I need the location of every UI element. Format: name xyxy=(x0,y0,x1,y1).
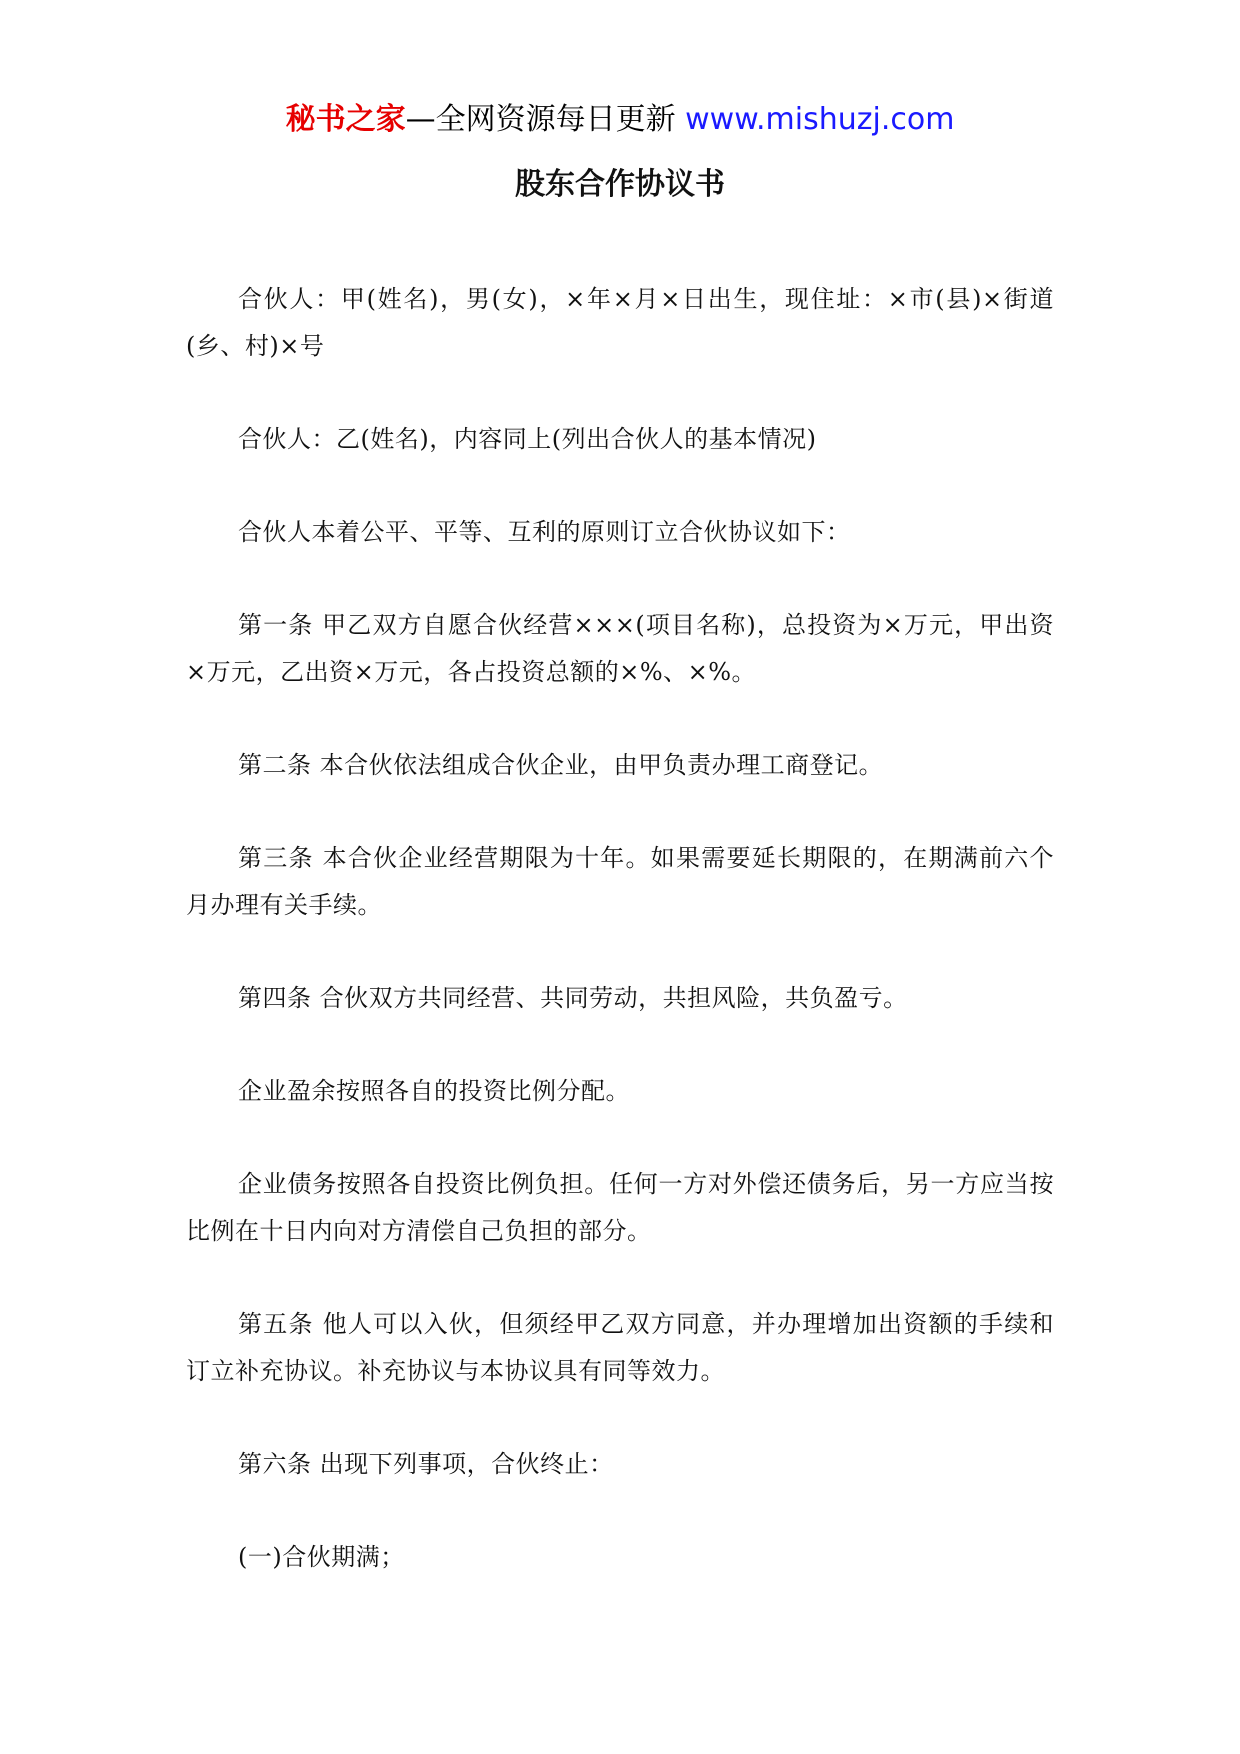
site-header xyxy=(0,100,1240,140)
paragraph-article-3: 第三条 本合伙企业经营期限为十年。如果需要延长期限的，在期满前六个月办理有关手续。 xyxy=(186,844,1054,919)
paragraph-article-1: 第一条 甲乙双方自愿合伙经营×××(项目名称)，总投资为×万元，甲出资×万元，乙出资×万元，各占投资总额的×%、×%。 xyxy=(186,611,1054,686)
paragraph-article-4: 第四条 合伙双方共同经营、共同劳动，共担风险，共负盈亏。 xyxy=(238,984,908,1012)
paragraph-article-2: 第二条 本合伙依法组成合伙企业，由甲负责办理工商登记。 xyxy=(238,751,884,779)
document-body xyxy=(186,276,1054,1627)
document-title: 股东合作协议书 xyxy=(515,167,725,202)
site-brand: 秘书之家 xyxy=(285,102,406,137)
site-slogan: —全网资源每日更新 xyxy=(405,102,676,137)
site-url-link[interactable]: www.mishuzj.com xyxy=(685,102,955,137)
paragraph-article-6: 第六条 出现下列事项，合伙终止： xyxy=(238,1450,614,1478)
paragraph-profit-distribution: 企业盈余按照各自的投资比例分配。 xyxy=(238,1077,630,1105)
paragraph-debt-sharing: 企业债务按照各自投资比例负担。任何一方对外偿还债务后，另一方应当按比例在十日内向对方清偿自己负担的部分。 xyxy=(186,1170,1054,1245)
paragraph-item-1: (一)合伙期满； xyxy=(238,1543,405,1571)
paragraph-party-a: 合伙人：甲(姓名)，男(女)，×年×月×日出生，现住址：×市(县)×街道(乡、村)×号 xyxy=(186,285,1054,360)
paragraph-article-5: 第五条 他人可以入伙，但须经甲乙双方同意，并办理增加出资额的手续和订立补充协议。补充协议与本协议具有同等效力。 xyxy=(186,1310,1054,1385)
paragraph-party-b: 合伙人：乙(姓名)，内容同上(列出合伙人的基本情况) xyxy=(238,425,817,453)
paragraph-preamble: 合伙人本着公平、平等、互利的原则订立合伙协议如下： xyxy=(238,518,851,546)
